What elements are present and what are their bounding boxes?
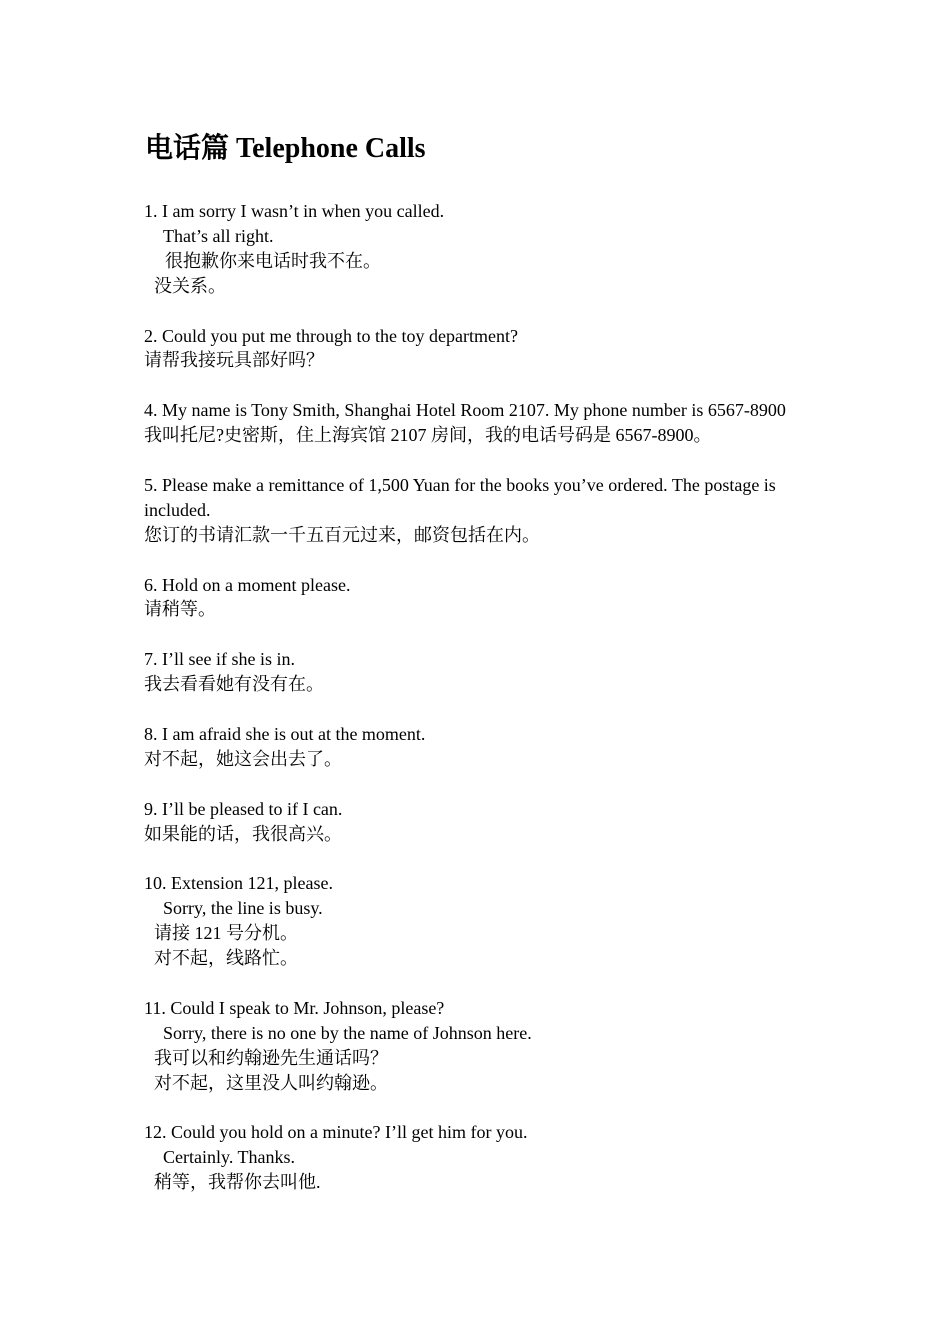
question-translation: 很抱歉你来电话时我不在。 bbox=[165, 250, 381, 271]
question-text: 11. Could I speak to Mr. Johnson, please? bbox=[144, 997, 445, 1018]
question-translation: 我可以和约翰逊先生通话吗？ bbox=[154, 1047, 388, 1068]
question-text: 7. I’ll see if she is in. bbox=[144, 649, 295, 670]
reply-text: That’s all right. bbox=[163, 225, 274, 246]
question-text: 2. Could you put me through to the toy department? bbox=[144, 325, 518, 346]
question-text: 4. My name is Tony Smith, Shanghai Hotel Room 2107. My phone number is 6567-8900 bbox=[144, 400, 786, 421]
phrase-item-4 bbox=[144, 398, 808, 448]
phrase-list bbox=[144, 199, 808, 1195]
phrase-item-8 bbox=[144, 722, 808, 772]
question-text: 6. Hold on a moment please. bbox=[144, 574, 351, 595]
phrase-item-2 bbox=[144, 324, 808, 374]
question-translation: 请接 121 号分机。 bbox=[154, 923, 298, 944]
question-translation: 我去看看她有没有在。 bbox=[144, 674, 324, 695]
page-title: 电话篇 Telephone Calls bbox=[145, 133, 426, 164]
question-translation: 请帮我接玩具部好吗？ bbox=[144, 350, 324, 371]
reply-translation: 没关系。 bbox=[154, 275, 226, 296]
phrase-item-12 bbox=[144, 1120, 808, 1195]
question-translation: 我叫托尼?史密斯，住上海宾馆 2107 房间，我的电话号码是 6567-8900。 bbox=[144, 425, 712, 446]
question-translation: 如果能的话，我很高兴。 bbox=[144, 823, 342, 844]
reply-text: Sorry, the line is busy. bbox=[163, 898, 323, 919]
phrase-item-9 bbox=[144, 797, 808, 847]
phrase-item-7 bbox=[144, 647, 808, 697]
question-translation: 稍等，我帮你去叫他. bbox=[154, 1172, 321, 1193]
phrase-item-5 bbox=[144, 473, 808, 548]
question-text: 10. Extension 121, please. bbox=[144, 873, 333, 894]
phrase-item-11 bbox=[144, 996, 808, 1096]
reply-text: Certainly. Thanks. bbox=[163, 1147, 295, 1168]
phrase-item-10 bbox=[144, 871, 808, 971]
question-translation: 对不起，她这会出去了。 bbox=[144, 748, 342, 769]
reply-translation: 对不起，线路忙。 bbox=[154, 948, 298, 969]
question-text: 1. I am sorry I wasn’t in when you called. bbox=[144, 201, 445, 221]
phrase-item-1 bbox=[144, 199, 808, 299]
question-translation: 您订的书请汇款一千五百元过来，邮资包括在内。 bbox=[144, 524, 540, 545]
phrase-item-6 bbox=[144, 573, 808, 623]
question-text: 5. Please make a remittance of 1,500 Yuan for the books you’ve ordered. The postage is included. bbox=[144, 474, 776, 520]
question-text: 8. I am afraid she is out at the moment. bbox=[144, 723, 426, 744]
question-translation: 请稍等。 bbox=[144, 599, 216, 620]
reply-text: Sorry, there is no one by the name of Johnson here. bbox=[163, 1022, 532, 1043]
question-text: 12. Could you hold on a minute? I’ll get him for you. bbox=[144, 1122, 528, 1143]
reply-translation: 对不起，这里没人叫约翰逊。 bbox=[154, 1072, 388, 1093]
question-text: 9. I’ll be pleased to if I can. bbox=[144, 798, 343, 819]
